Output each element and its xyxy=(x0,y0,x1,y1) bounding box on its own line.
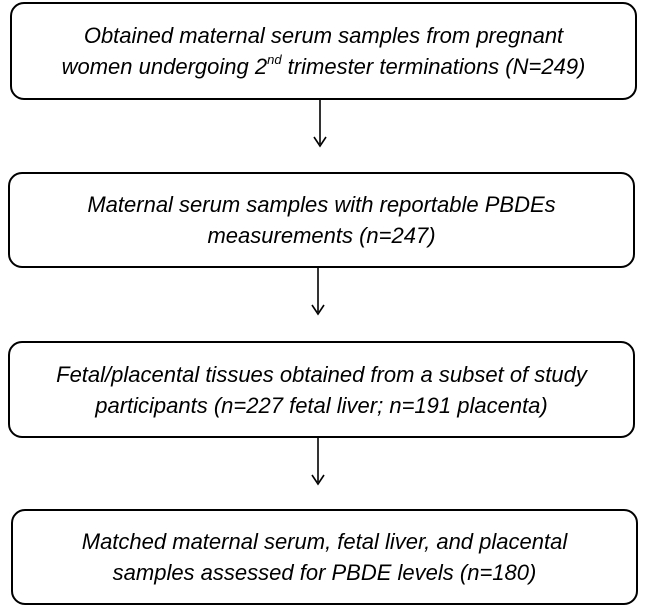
step-1-line-2 xyxy=(62,51,586,82)
step-1-line-1: Obtained maternal serum samples from pregnant xyxy=(83,23,564,48)
step-1-line-2-text: women undergoing 2 xyxy=(61,54,268,79)
step-3-line-2: participants (n=227 fetal liver; n=191 placenta) xyxy=(95,392,548,418)
down-arrow-2 xyxy=(308,268,328,318)
down-arrow-3 xyxy=(308,438,328,488)
step-box-1 xyxy=(10,2,637,100)
step-box-4 xyxy=(11,509,638,605)
step-box-2 xyxy=(8,172,635,268)
step-2-line-2: measurements (n=247) xyxy=(207,223,436,248)
step-4-line-1: Matched maternal serum, fetal liver, and placental xyxy=(81,529,568,554)
step-1-line-2-rest: trimester terminations (N=249) xyxy=(281,54,586,79)
down-arrow-1 xyxy=(310,100,330,150)
step-2-line-1: Maternal serum samples with reportable PBDEs xyxy=(87,192,556,217)
step-box-3 xyxy=(8,341,635,438)
step-3-line-1: Fetal/placental tissues obtained from a subset of study xyxy=(56,361,587,387)
step-4-line-2: samples assessed for PBDE levels (n=180) xyxy=(112,560,537,585)
ordinal-superscript: nd xyxy=(267,51,282,67)
